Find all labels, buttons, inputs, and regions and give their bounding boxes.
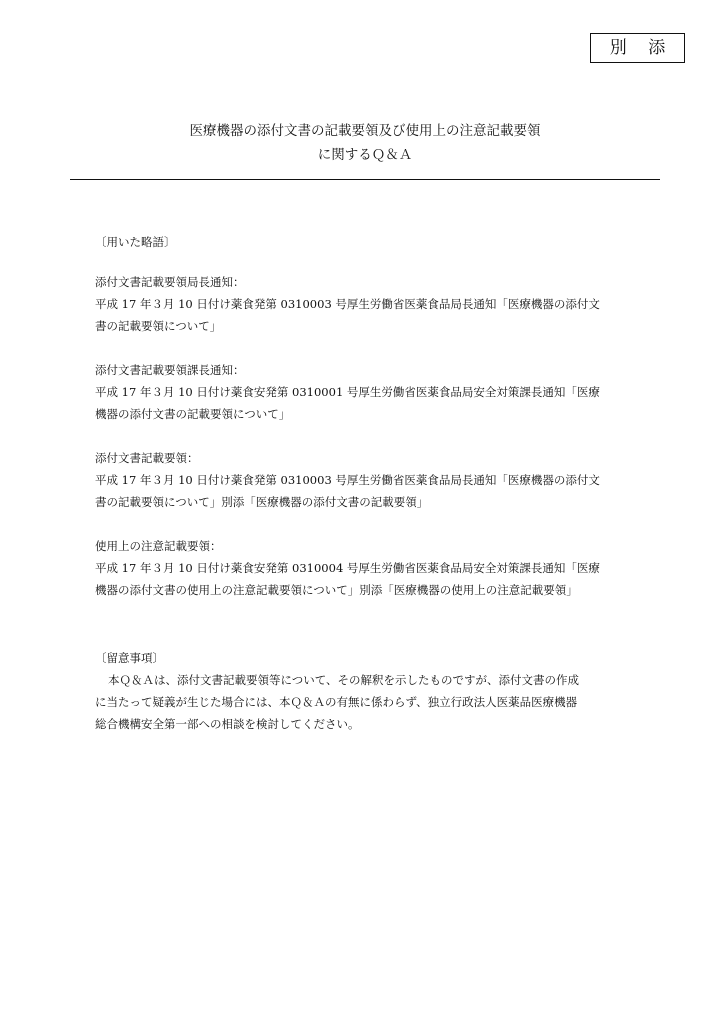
abbreviation-definition-line: 平成 17 年３月 10 日付け薬食発第 0310003 号厚生労働省医薬食品局長通知「医療機器の添付文 [95,473,600,487]
abbreviation-term: 添付文書記載要領： [95,451,199,465]
title-divider [70,179,660,180]
abbreviation-definition-line: 書の記載要領について」別添「医療機器の添付文書の記載要領」 [95,495,429,509]
abbreviation-term: 添付文書記載要領課長通知： [95,363,245,377]
abbreviation-definition-line: 平成 17 年３月 10 日付け薬食発第 0310003 号厚生労働省医薬食品局長通知「医療機器の添付文 [95,297,600,311]
notes-paragraph-line: 総合機構安全第一部への相談を検討してください。 [95,717,360,731]
abbreviation-term: 添付文書記載要領局長通知： [95,275,245,289]
abbreviation-definition-line: 平成 17 年３月 10 日付け薬食安発第 0310004 号厚生労働省医薬食品局安全対策課長通知「医療 [95,561,600,575]
abbreviation-definition-line: 機器の添付文書の使用上の注意記載要領について」別添「医療機器の使用上の注意記載要領」 [95,583,578,597]
notes-paragraph-line: に当たって疑義が生じた場合には、本Ｑ＆Ａの有無に係わらず、独立行政法人医薬品医療機器 [95,695,578,709]
abbreviation-definition-line: 平成 17 年３月 10 日付け薬食安発第 0310001 号厚生労働省医薬食品局安全対策課長通知「医療 [95,385,600,399]
notes-heading: 〔留意事項〕 [95,651,164,665]
notes-paragraph-line: 本Ｑ＆Ａは、添付文書記載要領等について、その解釈を示したものですが、添付文書の作成 [108,673,580,687]
abbreviation-definition-line: 機器の添付文書の記載要領について」 [95,407,291,421]
document-title-line-2: に関するＱ＆Ａ [317,147,413,163]
abbreviations-heading: 〔用いた略語〕 [95,235,176,249]
abbreviation-term: 使用上の注意記載要領： [95,539,222,553]
attachment-label: 別 添 [590,33,685,63]
document-title-line-1: 医療機器の添付文書の記載要領及び使用上の注意記載要領 [189,123,541,139]
abbreviation-definition-line: 書の記載要領について」 [95,319,222,333]
